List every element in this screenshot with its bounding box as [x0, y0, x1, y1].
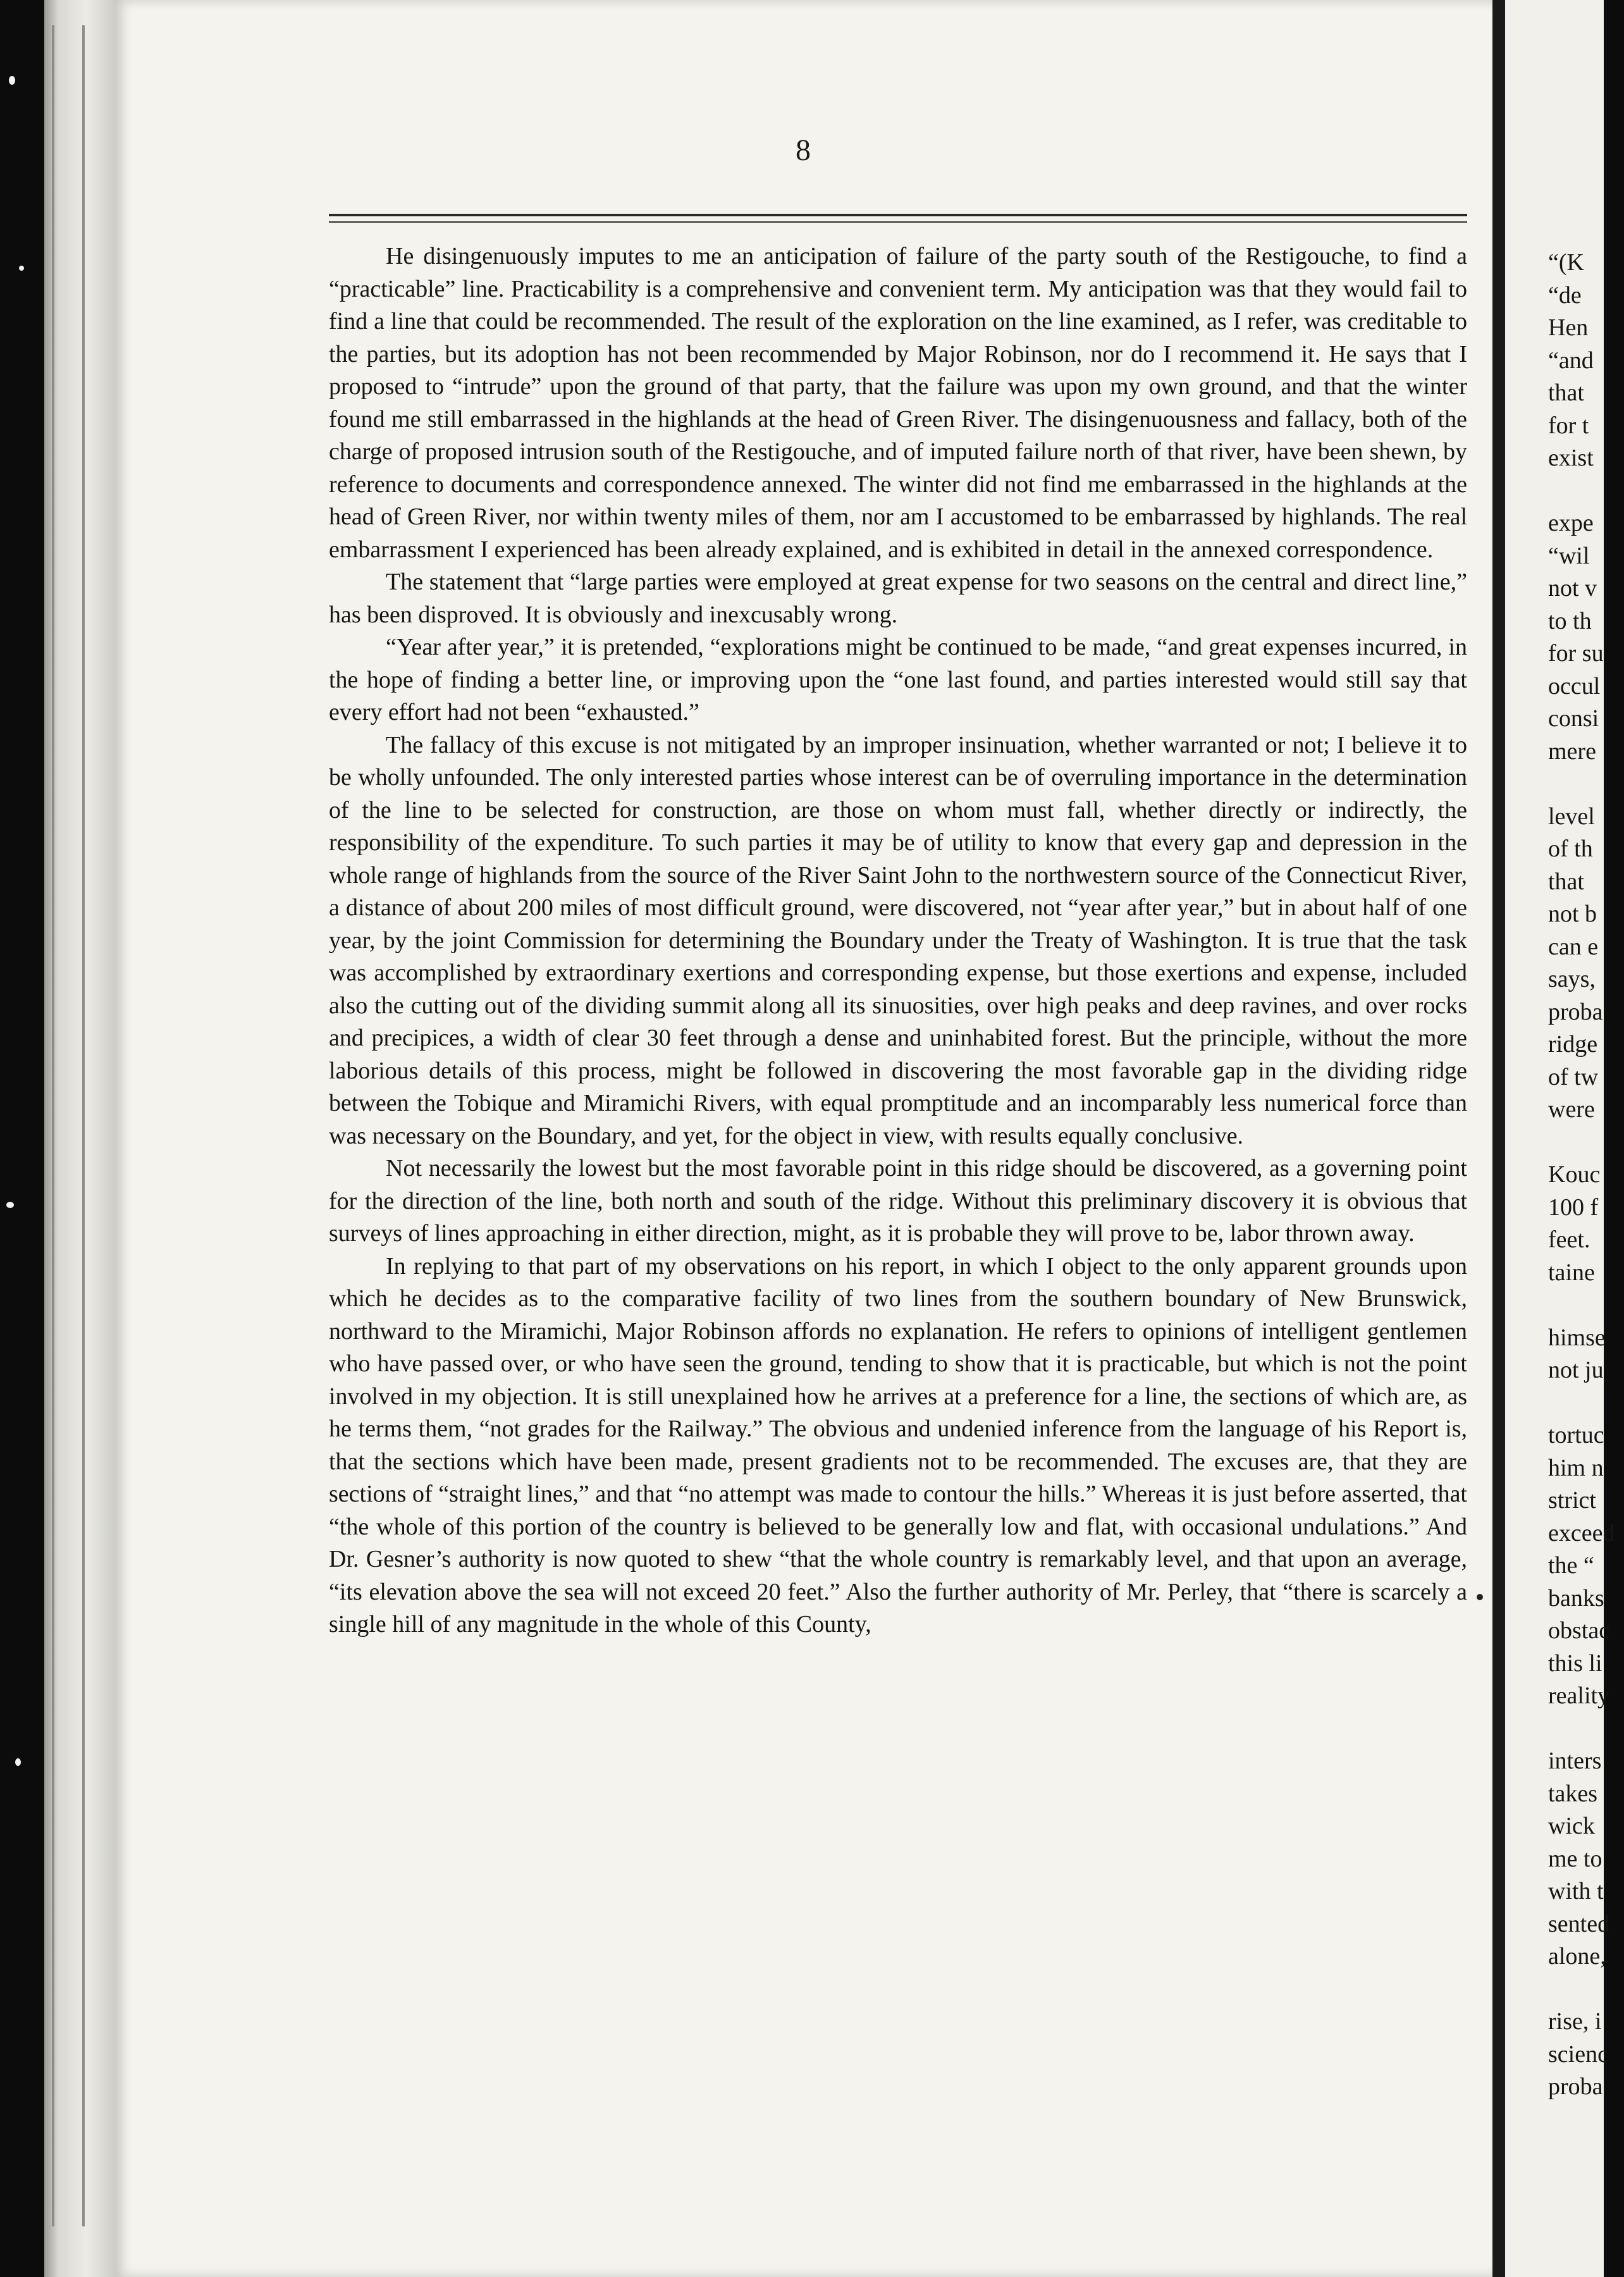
facing-fragment: 100 f: [1548, 1194, 1599, 1221]
facing-fragment: banks: [1548, 1584, 1604, 1612]
facing-fragment: of th: [1548, 836, 1593, 862]
facing-fragment: consi: [1548, 705, 1599, 732]
header-rule-thin: [329, 221, 1467, 223]
facing-fragment: were: [1548, 1096, 1595, 1123]
facing-fragment: feet.: [1548, 1226, 1590, 1253]
header-rule: [329, 214, 1467, 216]
facing-fragment: ridge: [1548, 1031, 1598, 1058]
facing-fragment: to th: [1548, 607, 1592, 634]
facing-fragment: strict: [1548, 1487, 1596, 1514]
facing-fragment: that: [1548, 379, 1584, 406]
paragraph: In replying to that part of my observations on his report, in which I object to the only apparent grounds upon which he decides as to the comparative facility of two lines from the southern boundary of New Brunswick, northward to the Miramichi, Major Robinson affords no explanation. He refers to opinions of intelligent gentlemen who have passed over, or who have seen the ground, tending to show that it is practicable, but which is not the point involved in my objection. It is still unexplained how he arrives at a preference for a line, the sections of which are, as he terms them, “not grades for the Railway.” The obvious and undenied inference from the language of his Report is, that the sections which have been made, present gradients not to be recommended. The excuses are, that they are sections of “straight lines,” and that “no attempt was made to contour the hills.” Whereas it is just before asserted, that “the whole of this portion of the country is believed to be generally low and flat, with occasional undulations.” And Dr. Gesner’s authority is now quoted to shew “that the whole country is remarkably level, and that upon an average, “its elevation above the sea will not exceed 20 feet.” Also the further authority of Mr. Perley, that “there is scarcely a single hill of any magnitude in the whole of this County,: [329, 1252, 1467, 1638]
page-number: 8: [796, 133, 811, 167]
facing-fragment: for su: [1548, 640, 1604, 667]
facing-fragment: scienc: [1548, 2040, 1608, 2068]
facing-fragment: exist: [1548, 445, 1594, 471]
facing-fragment: “(K: [1548, 249, 1584, 276]
paragraph: “Year after year,” it is pretended, “explorations might be continued to be made, “and great expenses incurred, in the hope of finding a better line, or improving upon the “one last found, and parties interested would still say that every effort had not been “exhausted.”: [329, 634, 1467, 725]
facing-fragment: takes: [1548, 1780, 1598, 1807]
facing-fragment: rise, i: [1548, 2008, 1602, 2035]
facing-fragment: not b: [1548, 901, 1597, 927]
scan-speck: [19, 266, 24, 271]
facing-fragment: that: [1548, 868, 1584, 895]
edge-line: [82, 25, 85, 2226]
paragraph: He disingenuously imputes to me an anticipation of failure of the party south of the Restigouche, to find a “practicable” line. Practicability is a comprehensive and convenient term. My anticipation was that they would fail to find a line that could be recommended. The result of the exploration on the line examined, as I refer, was creditable to the parties, but its adoption has not been recommended by Major Robinson, nor do I recommend it. He says that I proposed to “intrude” upon the ground of that party, that the failure was upon my own ground, and that the winter found me still embarrassed in the highlands at the head of Green River. The disingenuousness and fallacy, both of the charge of proposed intrusion south of the Restigouche, and of imputed failure north of that river, have been shewn, by reference to documents and correspondence annexed. The winter did not find me embarrassed in the highlands at the head of Green River, nor within twenty miles of them, nor am I accustomed to be embarrassed by highlands. The real embarrassment I experienced has been already explained, and is exhibited in detail in the annexed correspondence.: [329, 243, 1467, 563]
facing-fragment: sented: [1548, 1910, 1610, 1937]
facing-fragment: mere: [1548, 737, 1596, 765]
facing-fragment: tortuc: [1548, 1422, 1604, 1448]
facing-fragment: himse: [1548, 1324, 1606, 1351]
facing-fragment: alone,: [1548, 1943, 1606, 1970]
facing-fragment: me to: [1548, 1845, 1602, 1872]
facing-fragment: “and: [1548, 347, 1594, 374]
facing-fragment: proba: [1548, 998, 1603, 1025]
edge-line: [52, 25, 54, 2226]
book-gutter: [1492, 0, 1505, 2277]
facing-fragment: wick: [1548, 1813, 1595, 1839]
facing-fragment: him n: [1548, 1454, 1604, 1481]
facing-fragment: of tw: [1548, 1063, 1599, 1090]
facing-fragment: inters: [1548, 1748, 1602, 1774]
facing-fragment: Hen: [1548, 314, 1589, 341]
paragraph: The fallacy of this excuse is not mitigated by an improper insinuation, whether warranted or not; I believe it to be wholly unfounded. The only interested parties whose interest can be of overruling importance in the determination of the line to be selected for construction, are those on whom must fall, whether directly or indirectly, the responsibility of the expenditure. To such parties it may be of utility to know that every gap and depression in the whole range of highlands from the source of the River Saint John to the northwestern source of the Connecticut River, a distance of about 200 miles of most difficult ground, were discovered, not “year after year,” but in about half of one year, by the joint Commission for determining the Boundary under the Treaty of Washington. It is true that the task was accomplished by extraordinary exertions and corresponding expense, but those exertions and expense, included also the cutting out of the dividing summit along all its sinuosities, over high peaks and deep ravines, and over rocks and precipices, a width of clear 30 feet through a dense and uninhabited forest. But the principle, without the more laborious details of this process, might be followed in discovering the most favorable gap in the dividing ridge between the Tobique and Miramichi Rivers, with equal promptitude and an incomparably less numerical force than was necessary on the Boundary, and yet, for the object in view, with results equally conclusive.: [329, 731, 1467, 1149]
facing-fragment: “wil: [1548, 542, 1590, 569]
scan-speck: [6, 1202, 14, 1208]
paragraph: Not necessarily the lowest but the most favorable point in this ridge should be discovered, as a governing point for the direction of the line, both north and south of the ridge. Without this preliminary discovery it is obvious that surveys of lines approaching in either direction, might, as it is probable they will prove to be, labor thrown away.: [329, 1155, 1467, 1247]
facing-fragment: taine: [1548, 1259, 1595, 1286]
facing-fragment: reality: [1548, 1682, 1610, 1709]
facing-fragment: for t: [1548, 412, 1589, 439]
facing-fragment: Kouc: [1548, 1161, 1601, 1188]
paragraph: The statement that “large parties were employed at great expense for two seasons on the central and direct line,” has been disproved. It is obviously and inexcusably wrong.: [329, 569, 1467, 628]
body-text: [329, 240, 1467, 1641]
facing-page-text: [1548, 247, 1624, 2104]
facing-fragment: not v: [1548, 575, 1597, 602]
facing-fragment: not ju: [1548, 1357, 1604, 1383]
facing-fragment: this li: [1548, 1650, 1602, 1677]
facing-fragment: can e: [1548, 933, 1599, 960]
facing-fragment: level: [1548, 803, 1595, 830]
facing-fragment: proba: [1548, 2073, 1603, 2100]
facing-fragment: exceed: [1548, 1519, 1615, 1546]
scan-speck: [15, 1758, 21, 1766]
ink-dot: [1477, 1594, 1483, 1600]
facing-fragment: “de: [1548, 281, 1582, 309]
previous-page-edge: [44, 0, 114, 2277]
facing-fragment: with t: [1548, 1878, 1604, 1904]
facing-fragment: expe: [1548, 510, 1594, 536]
facing-fragment: obstac: [1548, 1617, 1610, 1644]
facing-fragment: occul: [1548, 672, 1601, 700]
facing-fragment: the “: [1548, 1552, 1594, 1579]
facing-fragment: says,: [1548, 966, 1596, 992]
scan-speck: [9, 76, 15, 85]
